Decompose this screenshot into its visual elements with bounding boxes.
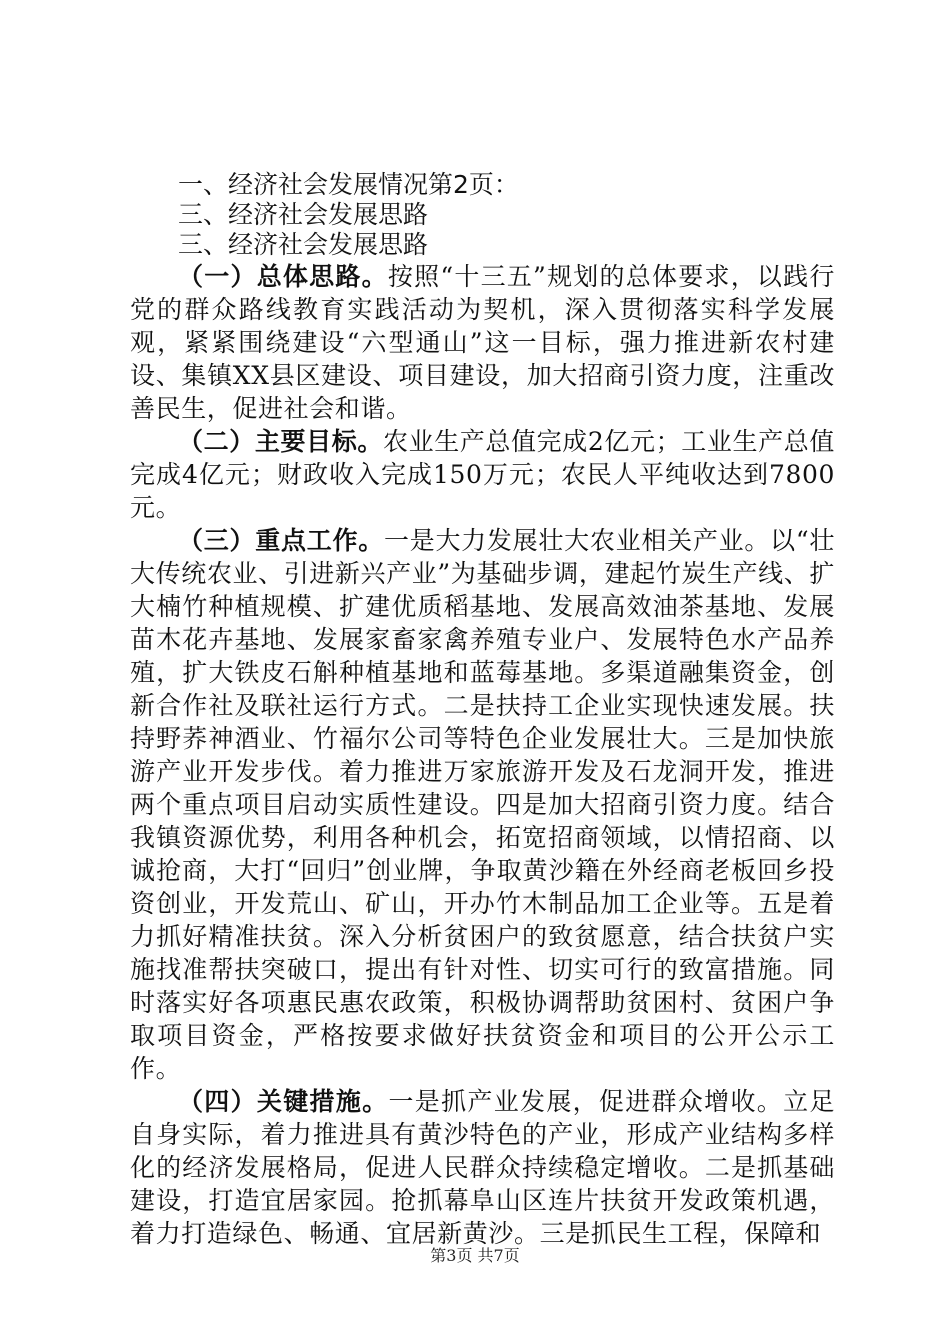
- paragraph-overall-approach: [130, 260, 835, 425]
- document-body: [130, 170, 835, 1250]
- paragraph-lead: （一）总体思路。: [178, 262, 388, 291]
- paragraph-text: 农业生产总值完成2亿元；工业生产总值完成4亿元；财政收入完成150万元；农民人平纯收达到7800元。: [130, 427, 835, 522]
- paragraph-key-measures: [130, 1085, 835, 1250]
- page-footer: 第3页 共7页: [430, 1246, 520, 1265]
- section-heading: 一、经济社会发展情况第2页：: [178, 170, 519, 199]
- paragraph-main-goals: [130, 425, 835, 524]
- section-heading: 三、经济社会发展思路: [178, 200, 429, 229]
- paragraph-lead: （二）主要目标。: [178, 427, 383, 456]
- paragraph-lead: （四）关键措施。: [178, 1087, 389, 1116]
- section-heading: 三、经济社会发展思路: [178, 230, 429, 259]
- paragraph-text: 一是抓产业发展，促进群众增收。立足自身实际，着力推进具有黄沙特色的产业，形成产业结构多样化的经济发展格局，促进人民群众持续稳定增收。二是抓基础建设，打造宜居家园。抢抓幕阜山区连片扶贫开发政策机遇，着力打造绿色、畅通、宜居新黄沙。三是抓民生工程，保障和: [130, 1087, 835, 1248]
- paragraph-text: 按照“十三五”规划的总体要求，以践行党的群众路线教育实践活动为契机，深入贯彻落实科学发展观，紧紧围绕建设“六型通山”这一目标，强力推进新农村建设、集镇XX县区建设、项目建设，加大招商引资力度，注重改善民生，促进社会和谐。: [130, 262, 835, 423]
- paragraph-key-work: [130, 524, 835, 1085]
- paragraph-text: 一是大力发展壮大农业相关产业。以“壮大传统农业、引进新兴产业”为基础步调，建起竹炭生产线、扩大楠竹种植规模、扩建优质稻基地、发展高效油茶基地、发展苗木花卉基地、发展家畜家禽养殖专业户、发展特色水产品养殖，扩大铁皮石斛种植基地和蓝莓基地。多渠道融集资金，创新合作社及联社运行方式。二是扶持工企业实现快速发展。扶持野荞神酒业、竹福尔公司等特色企业发展壮大。三是加快旅游产业开发步伐。着力推进万家旅游开发及石龙洞开发，推进两个重点项目启动实质性建设。四是加大招商引资力度。结合我镇资源优势，利用各种机会，拓宽招商领域，以情招商、以诚抢商，大打“回归”创业牌，争取黄沙籍在外经商老板回乡投资创业，开发荒山、矿山，开办竹木制品加工企业等。五是着力抓好精准扶贫。深入分析贫困户的致贫愿意，结合扶贫户实施找准帮扶突破口，提出有针对性、切实可行的致富措施。同时落实好各项惠民惠农政策，积极协调帮助贫困村、贫困户争取项目资金，严格按要求做好扶贫资金和项目的公开公示工作。: [130, 526, 835, 1083]
- paragraph-lead: （三）重点工作。: [178, 526, 384, 555]
